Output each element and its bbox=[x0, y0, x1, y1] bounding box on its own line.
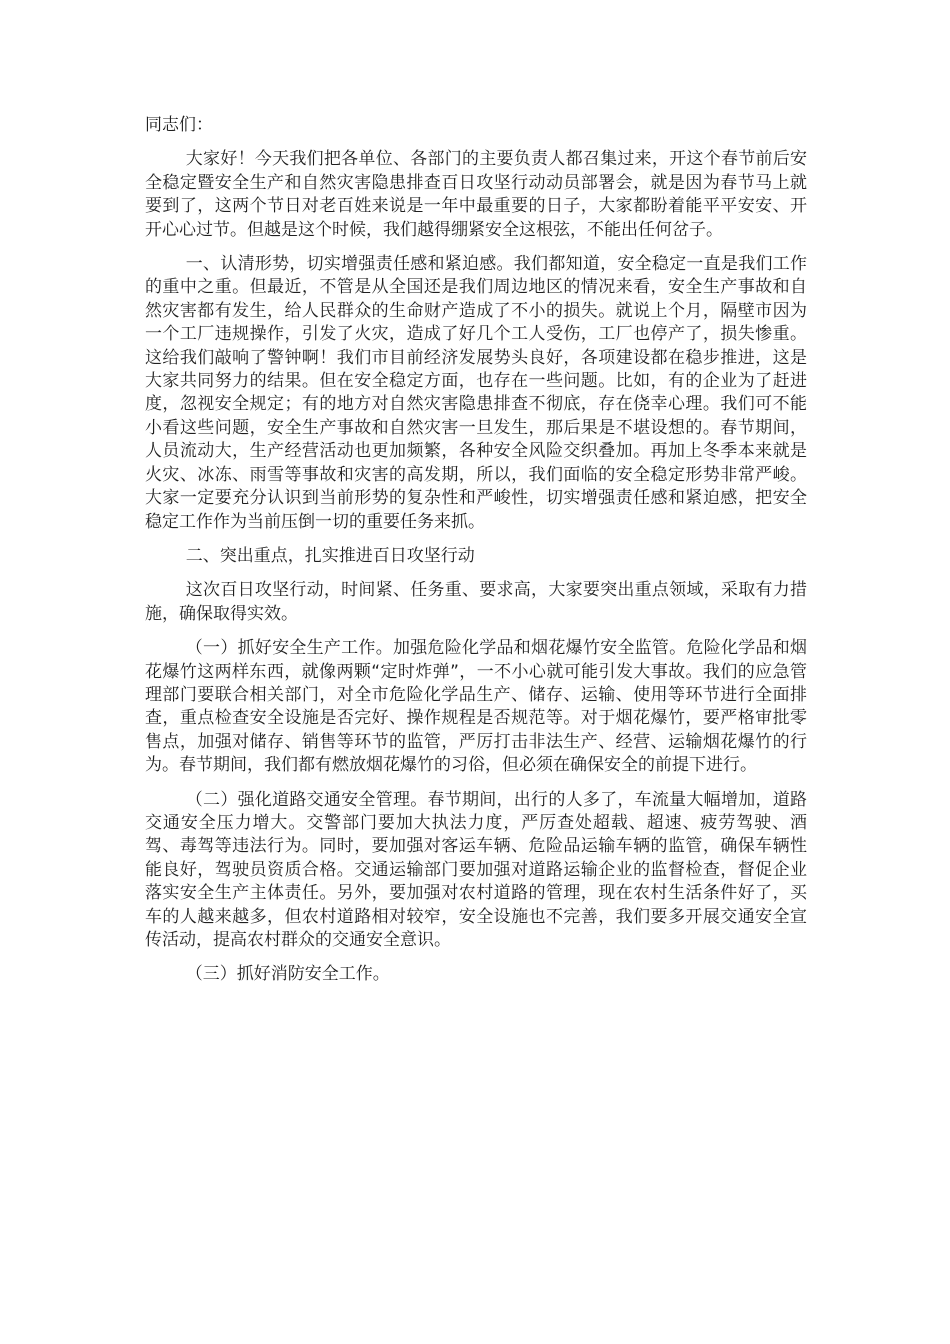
section-heading-2: 二、突出重点，扎实推进百日攻坚行动 bbox=[185, 545, 475, 566]
paragraph-subsection-3: （三）抓好消防安全工作。 bbox=[185, 964, 390, 985]
paragraph-section-2-intro: 这次百日攻坚行动，时间紧、任务重、要求高，大家要突出重点领域，采取有力措施，确保取得实效。 bbox=[145, 580, 807, 624]
paragraph-subsection-2: （二）强化道路交通安全管理。春节期间，出行的人多了，车流量大幅增加，道路交通安全压力增大。交警部门要加大执法力度，严厉查处超载、超速、疲劳驾驶、酒驾、毒驾等违法行为。同时，要加强对客运车辆、危险品运输车辆的监管，确保车辆性能良好，驾驶员资质合格。交通运输部门要加强对道路运输企业的监督检查，督促企业落实安全生产主体责任。另外，要加强对农村道路的管理，现在农村生活条件好了，买车的人越来越多，但农村道路相对较窄，安全设施也不完善，我们要多开展交通安全宣传活动，提高农村群众的交通安全意识。 bbox=[145, 789, 807, 950]
paragraph-opening: 大家好！今天我们把各单位、各部门的主要负责人都召集过来，开这个春节前后安全稳定暨安全生产和自然灾害隐患排查百日攻坚行动动员部署会，就是因为春节马上就要到了，这两个节日对老百姓来说是一年中最重要的日子，大家都盼着能平平安安、开开心心过节。但越是这个时候，我们越得绷紧安全这根弦，不能出任何岔子。 bbox=[145, 149, 807, 240]
salutation: 同志们： bbox=[145, 115, 213, 135]
document-body bbox=[145, 114, 807, 998]
paragraph-subsection-1: （一）抓好安全生产工作。加强危险化学品和烟花爆竹安全监管。危险化学品和烟花爆竹这两样东西，就像两颗“定时炸弹”，一不小心就可能引发大事故。我们的应急管理部门要联合相关部门，对全市危险化学品生产、储存、运输、使用等环节进行全面排查，重点检查安全设施是否完好、操作规程是否规范等。对于烟花爆竹，要严格审批零售点，加强对储存、销售等环节的监管，严厉打击非法生产、经营、运输烟花爆竹的行为。春节期间，我们都有燃放烟花爆竹的习俗，但必须在确保安全的前提下进行。 bbox=[145, 638, 807, 776]
paragraph-section-1: 一、认清形势，切实增强责任感和紧迫感。我们都知道，安全稳定一直是我们工作的重中之重。但最近，不管是从全国还是我们周边地区的情况来看，安全生产事故和自然灾害都有发生，给人民群众的生命财产造成了不小的损失。就说上个月，隔壁市因为一个工厂违规操作，引发了火灾，造成了好几个工人受伤，工厂也停产了，损失惨重。这给我们敲响了警钟啊！我们市目前经济发展势头良好，各项建设都在稳步推进，这是大家共同努力的结果。但在安全稳定方面，也存在一些问题。比如，有的企业为了赶进度，忽视安全规定；有的地方对自然灾害隐患排查不彻底，存在侥幸心理。我们可不能小看这些问题，安全生产事故和自然灾害一旦发生，那后果是不堪设想的。春节期间，人员流动大，生产经营活动也更加频繁，各种安全风险交织叠加。再加上冬季本来就是火灾、冰冻、雨雪等事故和灾害的高发期，所以，我们面临的安全稳定形势非常严峻。大家一定要充分认识到当前形势的复杂性和严峻性，切实增强责任感和紧迫感，把安全稳定工作作为当前压倒一切的重要任务来抓。 bbox=[145, 254, 807, 532]
